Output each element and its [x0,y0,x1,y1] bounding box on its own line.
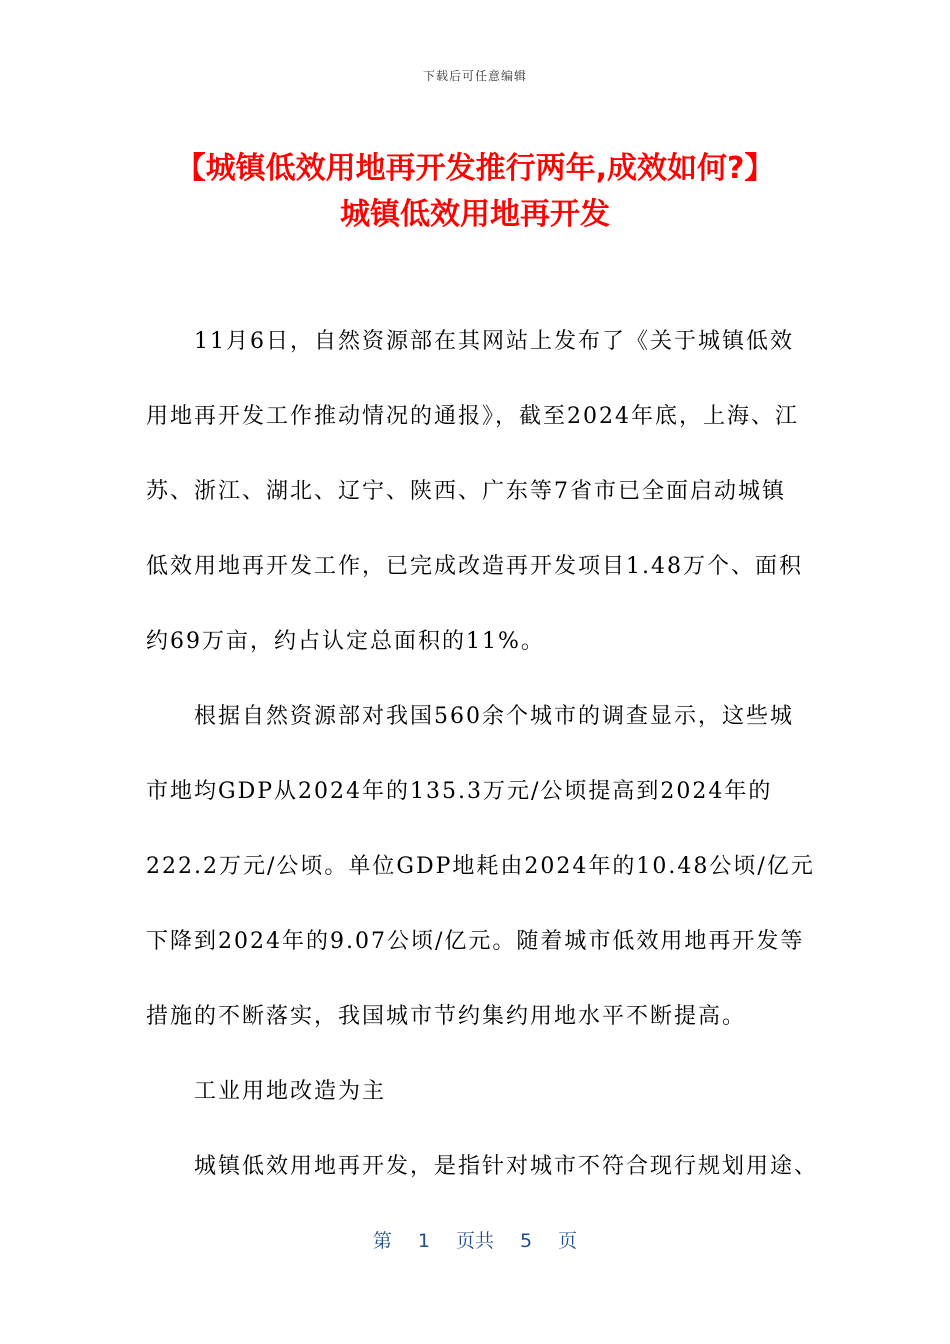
paragraph-line: 222.2万元/公顷。单位GDP地耗由2024年的10.48公顷/亿元 [146,854,815,879]
paragraph-line: 用地再开发工作推动情况的通报》，截至2024年底，上海、江 [146,404,799,429]
footer-total-pages: 5 [520,1230,533,1252]
header-note: 下载后可任意编辑 [422,69,527,83]
paragraph-line: 低效用地再开发工作，已完成改造再开发项目1.48万个、面积 [146,554,803,579]
footer-label-page-total: 页共 [455,1230,494,1252]
paragraph-line: 措施的不断落实，我国城市节约集约用地水平不断提高。 [146,1004,747,1029]
page-footer [0,1226,950,1253]
title-line-1: 【城镇低效用地再开发推行两年,成效如何?】 [175,151,775,186]
paragraph-line: 城镇低效用地再开发，是指针对城市不符合现行规划用途、 [194,1154,819,1179]
footer-label-page: 第 [372,1230,392,1252]
paragraph-line: 市地均GDP从2024年的135.3万元/公顷提高到2024年的 [146,779,773,804]
footer-current-page: 1 [417,1230,430,1252]
paragraph-line: 苏、浙江、湖北、辽宁、陕西、广东等7省市已全面启动城镇 [146,479,786,504]
title-line-2: 城镇低效用地再开发 [340,197,610,232]
paragraph-line: 根据自然资源部对我国560余个城市的调查显示，这些城 [194,704,794,729]
body-text [146,318,819,1218]
footer-label-page-end: 页 [558,1230,578,1252]
paragraph-line: 11月6日，自然资源部在其网站上发布了《关于城镇低效 [194,329,794,354]
section-heading: 工业用地改造为主 [194,1079,387,1104]
paragraph-line: 约69万亩，约占认定总面积的11%。 [146,629,545,654]
document-title [80,146,870,238]
paragraph-line: 下降到2024年的9.07公顷/亿元。随着城市低效用地再开发等 [146,929,805,954]
